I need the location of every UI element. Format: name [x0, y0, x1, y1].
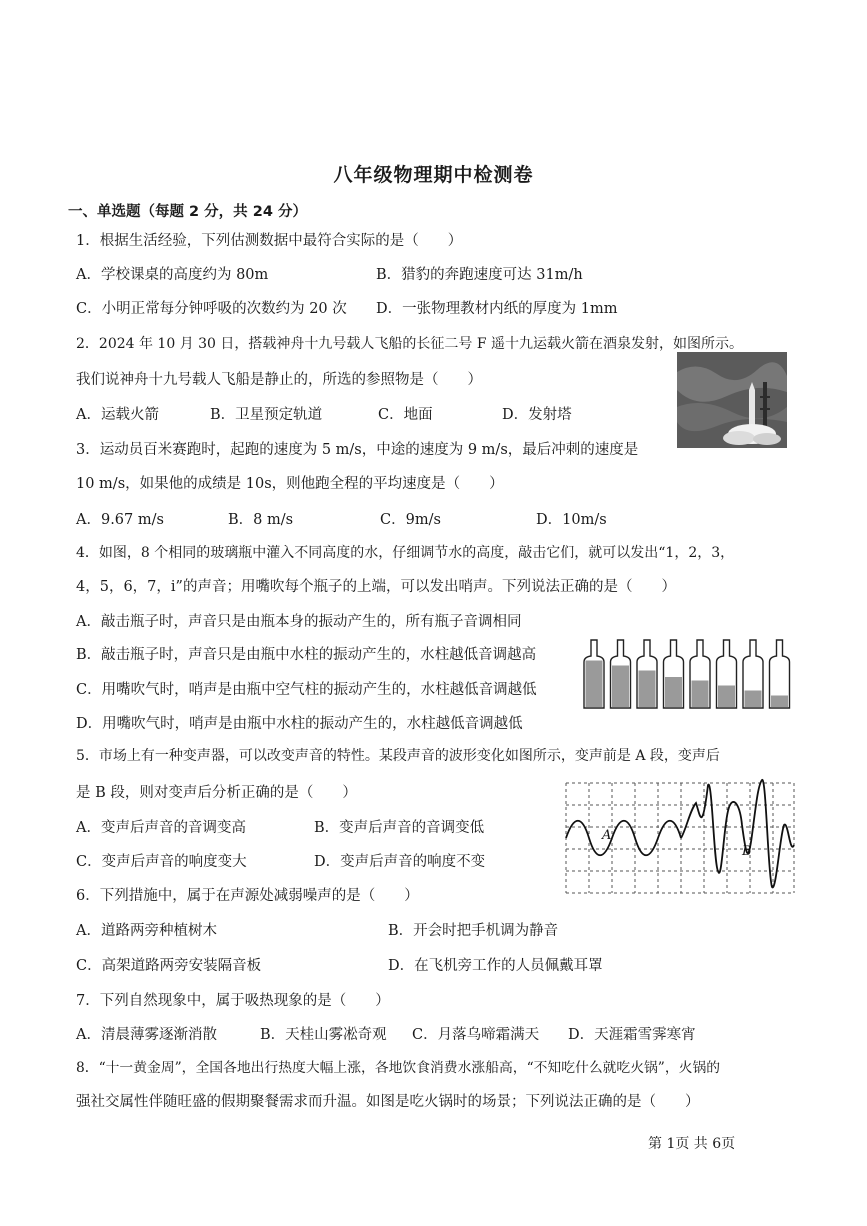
bottle-water [771, 696, 788, 708]
waveform-grid [566, 783, 794, 893]
q1-option-a: A．学校课桌的高度约为 80m [76, 267, 269, 283]
rocket-launch-photo [677, 352, 787, 448]
page-footer: 第 1页 共 6页 [648, 1136, 736, 1152]
q2-option-b: B．卫星预定轨道 [210, 407, 323, 423]
sound-waveform-figure [562, 775, 798, 901]
q6-stem: 6．下列措施中，属于在声源处减弱噪声的是（ ） [76, 888, 419, 904]
q1-stem: 1．根据生活经验，下列估测数据中最符合实际的是（ ） [76, 233, 463, 249]
q4-stem-line2: 4，5，6，7，i”的声音；用嘴吹每个瓶子的上端，可以发出哨声。下列说法正确的是（ ） [76, 579, 676, 595]
q7-stem: 7．下列自然现象中，属于吸热现象的是（ ） [76, 993, 390, 1009]
bottle [770, 640, 790, 708]
q6-option-c: C．高架道路两旁安装隔音板 [76, 958, 262, 974]
waveform-a [566, 821, 681, 856]
q2-stem-line2: 我们说神舟十九号载人飞船是静止的，所选的参照物是（ ） [76, 372, 482, 388]
q3-stem-line1: 3．运动员百米赛跑时，起跑的速度为 5 m/s，中途的速度为 9 m/s，最后冲刺的速度是 [76, 442, 639, 458]
page-title: 八年级物理期中检测卷 [333, 164, 534, 186]
q4-option-d: D．用嘴吹气时，哨声是由瓶中水柱的振动产生的，水柱越低音调越低 [76, 716, 523, 732]
bottle-water [692, 681, 709, 708]
q3-option-a: A．9.67 m/s [76, 512, 164, 528]
q6-option-b: B．开会时把手机调为静音 [388, 923, 559, 939]
q4-option-c: C．用嘴吹气时，哨声是由瓶中空气柱的振动产生的，水柱越低音调越低 [76, 682, 537, 698]
q3-stem-line2: 10 m/s，如果他的成绩是 10s，则他跑全程的平均速度是（ ） [76, 476, 504, 492]
bottle [584, 640, 604, 708]
waveform-b [681, 780, 794, 888]
glass-bottles-figure [582, 638, 794, 710]
q8-stem-line1: 8．“十一黄金周”，全国各地出行热度大幅上涨，各地饮食消费水涨船高，“不知吃什么就吃火锅”，火锅的 [76, 1060, 721, 1076]
section-heading: 一、单选题（每题 2 分，共 24 分） [68, 204, 307, 220]
q2-option-d: D．发射塔 [502, 407, 572, 423]
bottle-water [586, 661, 603, 708]
waveform-label-a: A [602, 828, 612, 843]
bottle-water [639, 671, 656, 708]
bottle [690, 640, 710, 708]
q7-option-a: A．清晨薄雾逐渐消散 [76, 1027, 217, 1043]
bottle [664, 640, 684, 708]
q3-option-c: C．9m/s [380, 512, 441, 528]
q4-option-a: A．敲击瓶子时，声音只是由瓶本身的振动产生的，所有瓶子音调相同 [76, 614, 522, 630]
q4-stem-line1: 4．如图，8 个相同的玻璃瓶中灌入不同高度的水，仔细调节水的高度，敲击它们，就可以发出“1，2，3， [76, 545, 735, 561]
q3-option-d: D．10m/s [536, 512, 607, 528]
q2-option-a: A．运载火箭 [76, 407, 159, 423]
q6-option-a: A．道路两旁种植树木 [76, 923, 217, 939]
bottle-water [745, 691, 762, 708]
q4-option-b: B．敲击瓶子时，声音只是由瓶中水柱的振动产生的，水柱越低音调越高 [76, 647, 537, 663]
q1-option-c: C．小明正常每分钟呼吸的次数约为 20 次 [76, 301, 347, 317]
bottle-water [718, 686, 735, 708]
q1-option-b: B．猎豹的奔跑速度可达 31m/h [376, 267, 583, 283]
q8-stem-line2: 强社交属性伴随旺盛的假期聚餐需求而升温。如图是吃火锅时的场景；下列说法正确的是（ ） [76, 1094, 700, 1110]
q7-option-d: D．天涯霜雪霁寒宵 [568, 1027, 696, 1043]
q5-option-a: A．变声后声音的音调变高 [76, 820, 246, 836]
bottle [637, 640, 657, 708]
q5-stem-line2: 是 B 段，则对变声后分析正确的是（ ） [76, 785, 357, 801]
q5-option-c: C．变声后声音的响度变大 [76, 854, 247, 870]
bottle [743, 640, 763, 708]
q2-option-c: C．地面 [378, 407, 433, 423]
q5-stem-line1: 5．市场上有一种变声器，可以改变声音的特性。某段声音的波形变化如图所示，变声前是 A 段，变声后 [76, 748, 720, 764]
bottle-water [665, 677, 682, 707]
q5-option-b: B．变声后声音的音调变低 [314, 820, 485, 836]
q7-option-b: B．天桂山雾凇奇观 [260, 1027, 387, 1043]
q6-option-d: D．在飞机旁工作的人员佩戴耳罩 [388, 958, 603, 974]
q3-option-b: B．8 m/s [228, 512, 294, 528]
q1-option-d: D．一张物理教材内纸的厚度为 1mm [376, 301, 618, 317]
q5-option-d: D．变声后声音的响度不变 [314, 854, 486, 870]
bottle [611, 640, 631, 708]
waveform-label-b: B [742, 844, 752, 859]
q7-option-c: C．月落乌啼霜满天 [412, 1027, 540, 1043]
bottle [717, 640, 737, 708]
bottle-water [612, 666, 629, 708]
q2-stem-line1: 2．2024 年 10 月 30 日，搭载神舟十九号载人飞船的长征二号 F 遥十九运载火箭在酒泉发射，如图所示。 [76, 336, 744, 352]
